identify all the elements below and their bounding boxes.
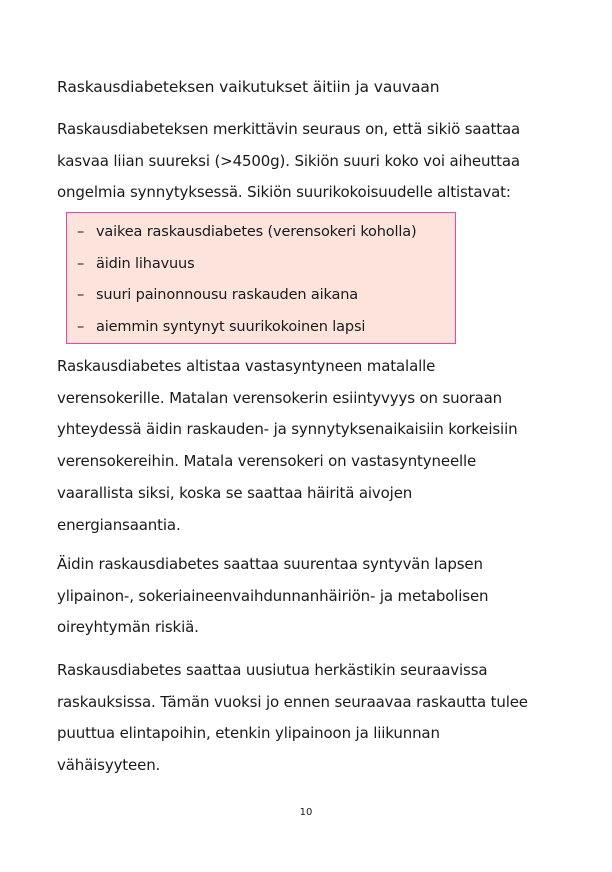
paragraph-fetal-size (57, 114, 557, 209)
text-line: vähäisyyteen. (57, 756, 161, 775)
dash-bullet: – (77, 224, 85, 240)
text-line: verensokerille. Matalan verensokerin esiintyvyys on suoraan (57, 388, 503, 407)
dash-bullet: – (77, 255, 85, 272)
list-item-text: suuri painonnousu raskauden aikana (96, 287, 358, 303)
text-line: Raskausdiabetes altistaa vastasyntyneen matalalle (57, 357, 436, 375)
text-line: ylipainon-, sokeriaineenvaihdunnanhäiriön- ja metabolisen (57, 586, 489, 605)
list-item-text: vaikea raskausdiabetes (verensokeri koholla) (96, 224, 417, 240)
dash-bullet: – (77, 287, 85, 303)
text-line: vaarallista siksi, koska se saattaa häiritä aivojen (57, 483, 413, 502)
text-line: kasvaa liian suureksi (>4500g). Sikiön suuri koko voi aiheuttaa (57, 151, 520, 170)
section-heading: Raskausdiabeteksen vaikutukset äitiin ja vauvaan (57, 78, 440, 96)
text-line: Raskausdiabeteksen merkittävin seuraus on, että sikiö saattaa (57, 120, 521, 138)
text-line: raskauksissa. Tämän vuoksi jo ennen seuraavaa raskautta tulee (57, 692, 528, 711)
text-line: ongelmia synnytyksessä. Sikiön suurikokoisuudelle altistavat: (57, 183, 511, 202)
text-line: puuttua elintapoihin, etenkin ylipainoon ja liikunnan (57, 724, 440, 743)
text-line: verensokereihin. Matala verensokeri on vastasyntyneelle (57, 452, 477, 471)
paragraph-child-risks (57, 549, 557, 644)
page-number: 10 (299, 807, 313, 818)
list-item-text: aiemmin syntynyt suurikokoinen lapsi (96, 318, 366, 335)
list-item (67, 312, 455, 344)
list-item-text: äidin lihavuus (96, 255, 195, 272)
text-line: oireyhtymän riskiä. (57, 618, 199, 637)
list-item (67, 280, 455, 312)
text-line: energiansaantia. (57, 515, 181, 534)
text-line: Raskausdiabetes saattaa uusiutua herkästikin seuraavissa (57, 661, 488, 679)
text-line: Äidin raskausdiabetes saattaa suurentaa syntyvän lapsen (57, 555, 483, 573)
list-item (67, 249, 455, 281)
text-line: yhteydessä äidin raskauden- ja synnytyksenaikaisiin korkeisiin (57, 420, 518, 439)
paragraph-newborn-blood-sugar (57, 351, 557, 541)
risk-factor-list (67, 213, 455, 343)
dash-bullet: – (77, 318, 85, 335)
risk-factor-box (66, 212, 456, 344)
list-item (67, 217, 455, 249)
paragraph-recurrence (57, 655, 557, 782)
